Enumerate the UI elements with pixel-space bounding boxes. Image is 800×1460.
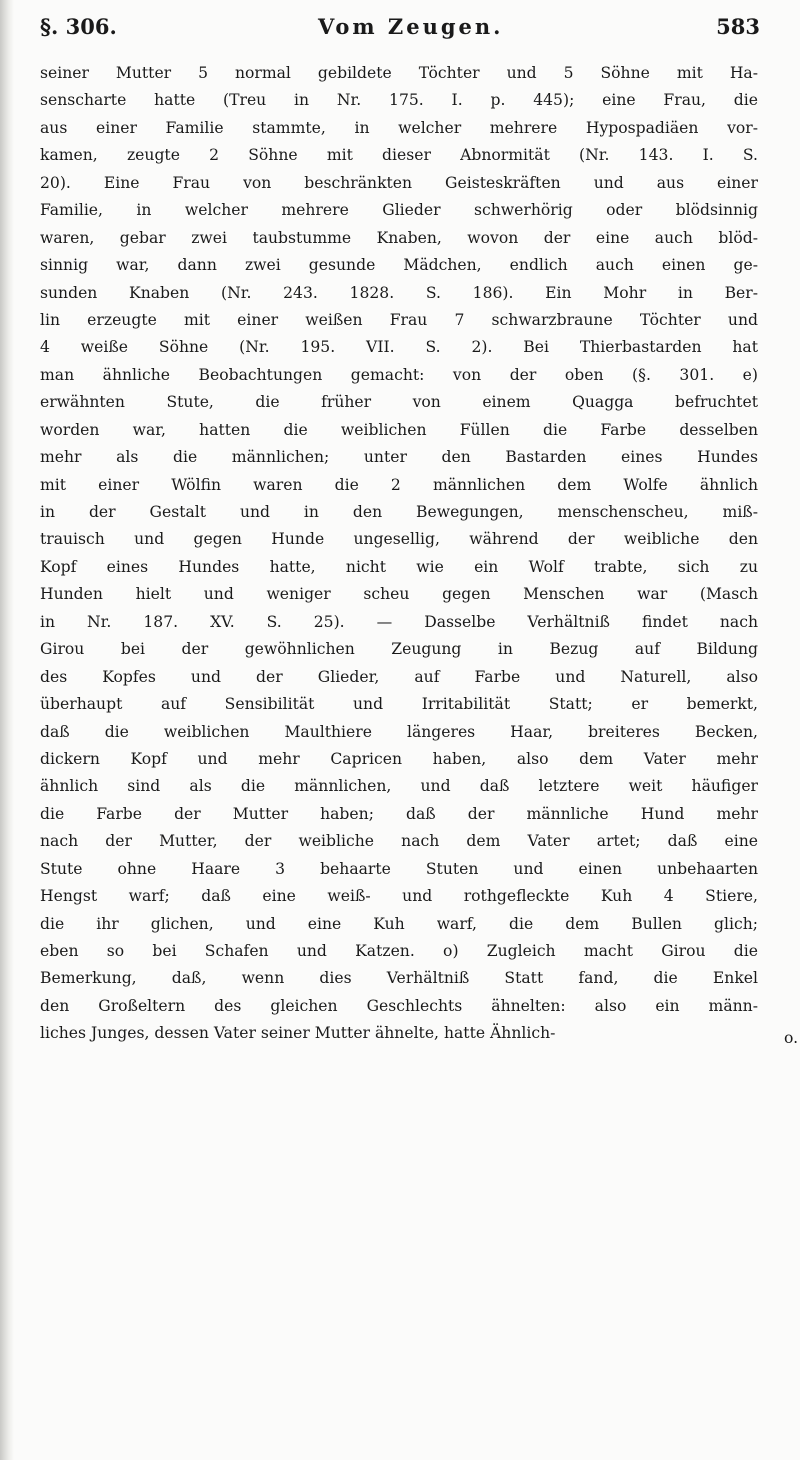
running-header [40, 14, 760, 46]
text-line: den Großeltern des gleichen Geschlechts ähnelten: also ein männ- [40, 996, 758, 1015]
text-line: Kopf eines Hundes hatte, nicht wie ein Wolf trabte, sich zu [40, 557, 758, 576]
text-line: eben so bei Schafen und Katzen. o) Zugleich macht Girou die [40, 942, 758, 960]
text-line: liches Junges, dessen Vater seiner Mutter ähnelte, hatte Ähnlich- [40, 1024, 556, 1043]
text-line: senscharte hatte (Treu in Nr. 175. I. p. 445); eine Frau, die [40, 91, 758, 110]
text-line: überhaupt auf Sensibilität und Irritabilität Statt; er bemerkt, [40, 695, 758, 714]
text-line: Hengst warf; daß eine weiß- und rothgefleckte Kuh 4 Stiere, [40, 887, 758, 906]
text-line: daß die weiblichen Maulthiere längeres Haar, breiteres Becken, [40, 722, 758, 741]
text-line: Girou bei der gewöhnlichen Zeugung in Bezug auf Bildung [40, 640, 758, 659]
text-line: seiner Mutter 5 normal gebildete Töchter und 5 Söhne mit Ha- [40, 64, 758, 82]
text-line: des Kopfes und der Glieder, auf Farbe und Naturell, also [40, 667, 758, 686]
margin-note: o. [784, 1029, 799, 1047]
text-line: 4 weiße Söhne (Nr. 195. VII. S. 2). Bei Thierbastarden hat [40, 338, 758, 357]
text-line: in Nr. 187. XV. S. 25). — Dasselbe Verhältniß findet nach [40, 612, 758, 631]
page-number: 583 [716, 14, 760, 39]
text-line: ähnlich sind als die männlichen, und daß letztere weit häufiger [40, 777, 758, 796]
text-line: lin erzeugte mit einer weißen Frau 7 schwarzbraune Töchter und [40, 310, 758, 329]
text-line: die ihr glichen, und eine Kuh warf, die dem Bullen glich; [40, 914, 758, 933]
text-line: 20). Eine Frau von beschränkten Geisteskräften und aus einer [40, 173, 758, 192]
text-line: kamen, zeugte 2 Söhne mit dieser Abnormität (Nr. 143. I. S. [40, 146, 758, 165]
chapter-title: Vom Zeugen. [318, 14, 504, 39]
text-line: sunden Knaben (Nr. 243. 1828. S. 186). Ein Mohr in Ber- [40, 283, 758, 302]
text-line: worden war, hatten die weiblichen Füllen die Farbe desselben [40, 420, 758, 439]
body-text [40, 60, 758, 1048]
text-line: in der Gestalt und in den Bewegungen, menschenscheu, miß- [40, 503, 758, 521]
spine-shadow [0, 0, 14, 1460]
text-line: nach der Mutter, der weibliche nach dem Vater artet; daß eine [40, 832, 758, 851]
text-line: dickern Kopf und mehr Capricen haben, also dem Vater mehr [40, 749, 758, 768]
text-line: Familie, in welcher mehrere Glieder schwerhörig oder blödsinnig [40, 201, 758, 220]
text-line: sinnig war, dann zwei gesunde Mädchen, endlich auch einen ge- [40, 256, 758, 275]
text-line: aus einer Familie stammte, in welcher mehrere Hypospadiäen vor- [40, 118, 758, 137]
text-line: Hunden hielt und weniger scheu gegen Menschen war (Masch [40, 585, 758, 604]
text-line: man ähnliche Beobachtungen gemacht: von der oben (§. 301. e) [40, 365, 758, 384]
text-line: Bemerkung, daß, wenn dies Verhältniß Statt fand, die Enkel [40, 969, 758, 988]
text-line: Stute ohne Haare 3 behaarte Stuten und einen unbehaarten [40, 859, 758, 878]
text-line: mit einer Wölfin waren die 2 männlichen dem Wolfe ähnlich [40, 475, 758, 494]
text-line: mehr als die männlichen; unter den Bastarden eines Hundes [40, 448, 758, 467]
text-line: waren, gebar zwei taubstumme Knaben, wovon der eine auch blöd- [40, 228, 758, 247]
section-number: §. 306. [40, 14, 117, 39]
text-line: erwähnten Stute, die früher von einem Quagga befruchtet [40, 393, 758, 412]
text-line: trauisch und gegen Hunde ungesellig, während der weibliche den [40, 530, 758, 549]
text-line: die Farbe der Mutter haben; daß der männliche Hund mehr [40, 804, 758, 823]
